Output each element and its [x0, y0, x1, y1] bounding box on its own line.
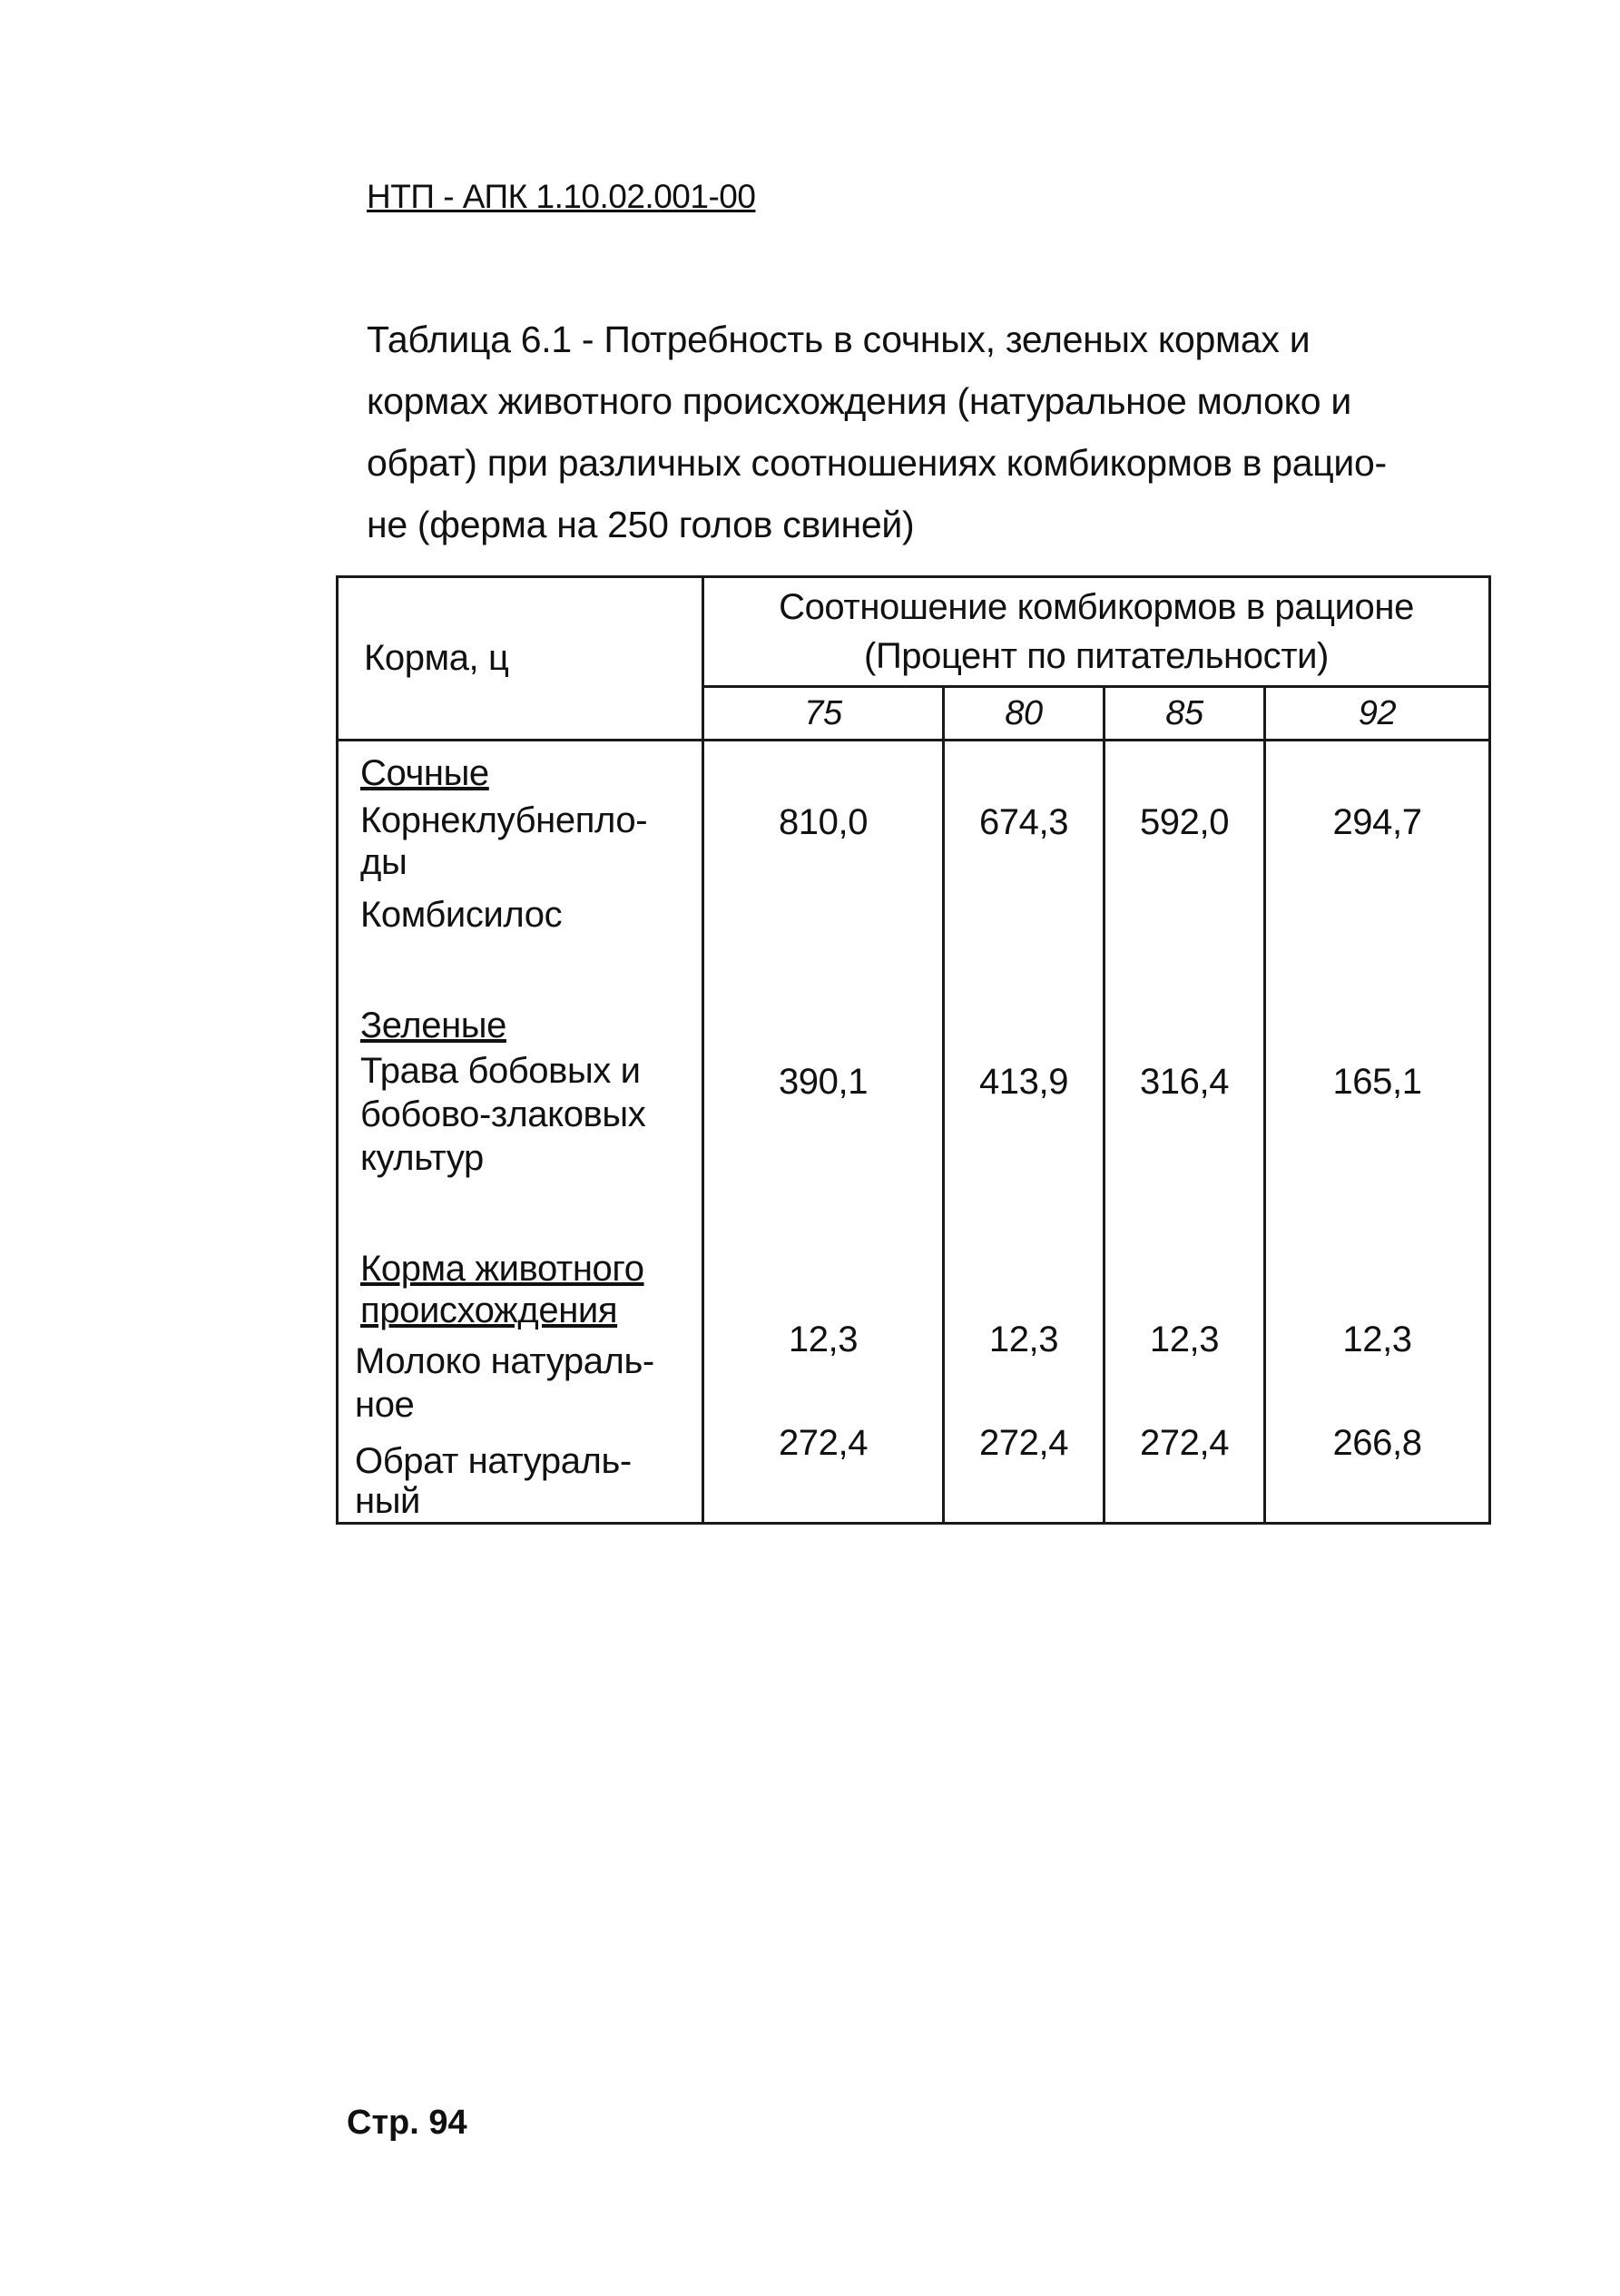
value-cell: 272,4 [978, 1423, 1069, 1463]
feed-requirements-table [336, 575, 1491, 1525]
caption-line: обрат) при различных соотношениях комбикормов в рацио- [367, 442, 1387, 484]
value-cell: 674,3 [978, 802, 1069, 842]
group-title: Сочные [360, 753, 489, 793]
value-cell: 390,1 [778, 1062, 869, 1102]
feed-label: Трава бобовых и [360, 1051, 641, 1091]
values-column-80 [944, 741, 1105, 1524]
feed-label: Обрат натураль- [355, 1441, 632, 1481]
ratio-header [703, 577, 1490, 687]
feed-label: Корнеклубнепло- [360, 800, 648, 840]
feed-column-header: Корма, ц [338, 577, 703, 741]
feed-label: Комбисилос [360, 895, 563, 935]
values-column-92 [1265, 741, 1490, 1524]
feed-label: бобово-злаковых [360, 1094, 646, 1134]
percent-header: 92 [1265, 687, 1490, 741]
value-cell: 316,4 [1139, 1062, 1230, 1102]
value-cell: 294,7 [1332, 802, 1422, 842]
value-cell: 272,4 [778, 1423, 869, 1463]
value-cell: 592,0 [1139, 802, 1230, 842]
values-column-75 [703, 741, 944, 1524]
group-title: Корма животного [360, 1249, 644, 1289]
value-cell: 165,1 [1332, 1062, 1422, 1102]
feed-label: культур [360, 1138, 484, 1178]
value-cell: 272,4 [1139, 1423, 1230, 1463]
value-cell: 12,3 [1149, 1320, 1220, 1359]
percent-header: 85 [1105, 687, 1265, 741]
feed-label: ное [355, 1385, 415, 1425]
feed-label: Молоко натураль- [355, 1341, 654, 1381]
ratio-header-line: (Процент по питательности) [864, 636, 1329, 676]
feed-label: ды [360, 842, 407, 882]
group-title: происхождения [360, 1290, 618, 1330]
percent-header: 80 [944, 687, 1105, 741]
group-title: Зеленые [360, 1006, 506, 1045]
percent-header: 75 [703, 687, 944, 741]
value-cell: 12,3 [1342, 1320, 1412, 1359]
value-cell: 266,8 [1332, 1423, 1422, 1463]
feed-label: ный [355, 1481, 420, 1521]
ratio-header-line: Соотношение комбикормов в рационе [779, 587, 1414, 627]
value-cell: 12,3 [988, 1320, 1059, 1359]
page-number: Стр. 94 [347, 2104, 467, 2142]
value-cell: 810,0 [778, 802, 869, 842]
table-caption [367, 309, 1447, 555]
caption-line: кормах животного происхождения (натуральное молоко и [367, 380, 1351, 422]
value-cell: 413,9 [978, 1062, 1069, 1102]
value-cell: 12,3 [788, 1320, 859, 1359]
caption-line: не (ферма на 250 голов свиней) [367, 504, 915, 545]
document-code: НТП - АПК 1.10.02.001-00 [367, 178, 756, 215]
feed-labels-cell [338, 741, 703, 1524]
caption-line: Таблица 6.1 - Потребность в сочных, зеленых кормах и [367, 319, 1311, 360]
values-column-85 [1105, 741, 1265, 1524]
